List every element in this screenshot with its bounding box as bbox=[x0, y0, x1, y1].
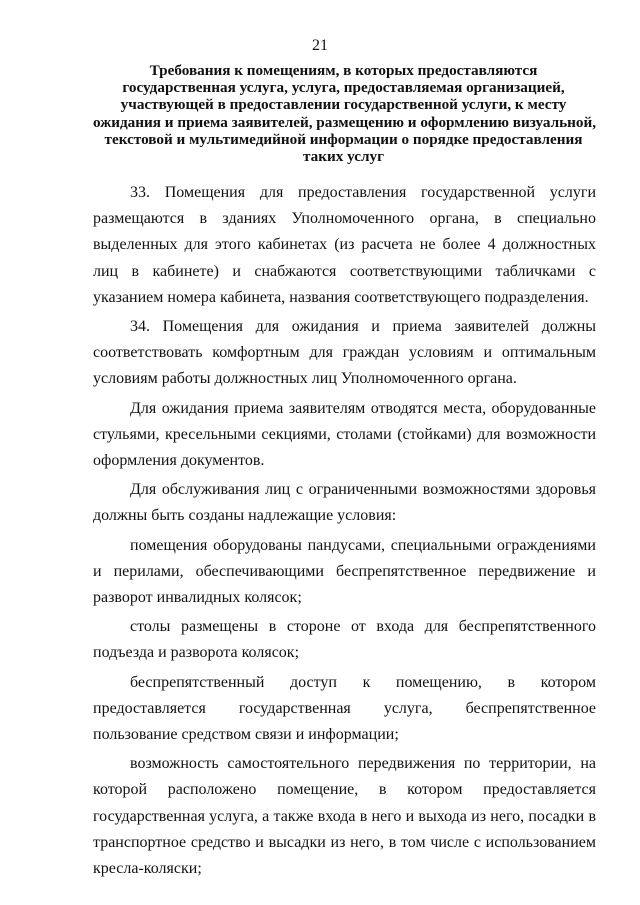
paragraph-movement: возможность самостоятельного передвижения по территории, на которой расположено помещение, в котором предоставляется государственная услуга, а также входа в него и выхода из него, посадки в транспортное средство и высадки из него, в том числе с использованием кресла-коляски; bbox=[93, 755, 596, 878]
paragraph-access: беспрепятственный доступ к помещению, в котором предоставляется государственная услуга, беспрепятственное пользование средством связи и информации; bbox=[93, 673, 596, 744]
document-body bbox=[93, 180, 596, 885]
heading-line: государственная услуга, услуга, предоставляемая организацией, bbox=[122, 79, 565, 97]
section-heading bbox=[93, 62, 597, 166]
paragraph-33: 33. Помещения для предоставления государственной услуги размещаются в зданиях Уполномоченного органа, в специально выделенных для этого кабинетах (из расчета не более 4 должностных лиц в кабинете) и снабжаются соответствующими табличками с указанием номера кабинета, названия соответствующего подразделения. bbox=[93, 184, 596, 306]
paragraph-ramps: помещения оборудованы пандусами, специальными ограждениями и перилами, обеспечивающими беспрепятственное передвижение и разворот инвалидных колясок; bbox=[93, 536, 596, 607]
page-number: 21 bbox=[312, 37, 328, 54]
heading-line: таких услуг bbox=[302, 148, 384, 166]
paragraph-34: 34. Помещения для ожидания и приема заявителей должны соответствовать комфортным для граждан условиям и оптимальным условиям работы должностных лиц Уполномоченного органа. bbox=[93, 318, 596, 388]
heading-line: участвующей в предоставлении государственной услуги, к месту bbox=[120, 96, 567, 114]
heading-line: текстовой и мультимедийной информации о порядке предоставления bbox=[104, 130, 583, 148]
paragraph-tables: столы размещены в стороне от входа для беспрепятственного подъезда и разворота колясок; bbox=[93, 618, 596, 662]
heading-line: ожидания и приема заявителей, размещению и оформлению визуальной, bbox=[93, 113, 597, 131]
heading-line: Требования к помещениям, в которых предоставляются bbox=[149, 62, 538, 79]
paragraph-waiting-places: Для ожидания приема заявителям отводятся места, оборудованные стульями, кресельными секциями, столами (стойками) для возможности оформления документов. bbox=[93, 399, 596, 470]
paragraph-accessibility-intro: Для обслуживания лиц с ограниченными возможностями здоровья должны быть созданы надлежащие условия: bbox=[93, 481, 596, 525]
